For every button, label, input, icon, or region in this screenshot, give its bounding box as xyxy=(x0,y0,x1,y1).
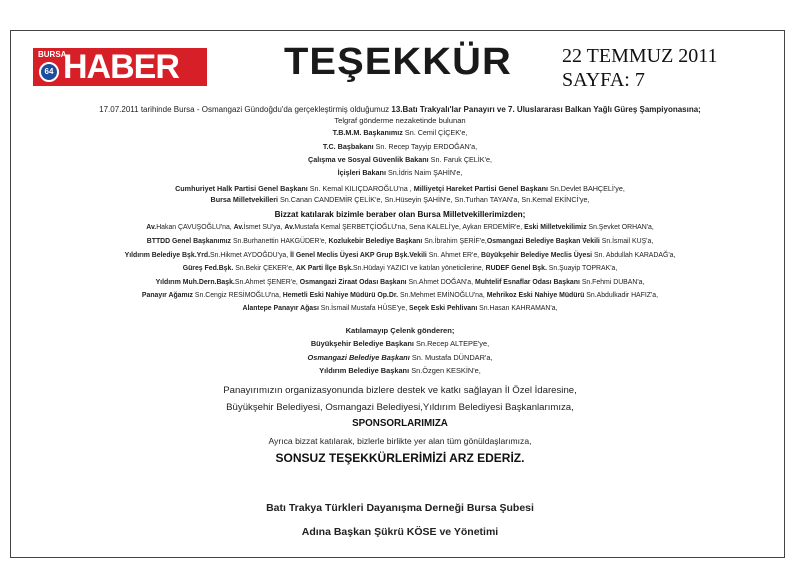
support-line-2: Büyükşehir Belediyesi, Osmangazi Belediyesi,Yıldırım Belediyesi Başkanlarımıza, xyxy=(226,402,574,413)
attend-header: Bizzat katılarak bizimle beraber olan Bursa Milletvekillerimizden; xyxy=(274,210,526,219)
telegraf-line: Telgraf gönderme nezaketinde bulunan xyxy=(334,116,466,125)
intro-event: 13.Batı Trakyalı'lar Panayırı ve 7. Uluslararası Balkan Yağlı Güreş Şampiyonasına; xyxy=(391,105,701,114)
attend-line-6: Panayır Ağamız Sn.Cengiz RESİMOĞLU'na, Hemetli Eski Nahiye Müdürü Op.Dr. Sn.Mehmet EMİNOĞLU'na, Mehrikoz Eski Nahiye Müdürü Sn.Abdulkadir HAFIZ'a, xyxy=(141,292,659,299)
signature-line-1: Batı Trakya Türkleri Dayanışma Derneği Bursa Şubesi xyxy=(266,502,534,514)
telegram-line-3: Çalışma ve Sosyal Güvenlik Bakanı Sn. Faruk ÇELİK'e, xyxy=(308,155,492,164)
bursa-haber-logo xyxy=(33,48,207,86)
date-block xyxy=(562,44,718,92)
telegram-line-1: T.B.M.M. Başkanımız Sn. Cemil ÇİÇEK'e, xyxy=(332,128,468,137)
attend-line-4: Güreş Fed.Bşk. Sn.Bekir ÇEKER'e, AK Parti İlçe Bşk.Sn.Hüdayi YAZICI ve katılan yöneticilerine, RUDEF Genel Bşk. Sn.Şuayip TOPRAK'a, xyxy=(182,265,618,272)
party-line-1: Cumhuriyet Halk Partisi Genel Başkanı Sn. Kemal KILIÇDAROĞLU'na , Milliyetçi Hareket Partisi Genel Başkanı Sn.Devlet BAHÇELİ'ye, xyxy=(175,184,625,193)
date-line: 22 TEMMUZ 2011 xyxy=(562,45,718,67)
attend-line-7: Alantepe Panayır Ağası Sn.İsmail Mustafa HÜSE'ye, Seçek Eski Pehlivanı Sn.Hasan KAHRAMAN'a, xyxy=(242,305,558,312)
telegram-line-2: T.C. Başbakanı Sn. Recep Tayyip ERDOĞAN'a, xyxy=(322,142,478,151)
support-line-1: Panayırımızın organizasyonunda bizlere destek ve katkı sağlayan İl Özel İdaresine, xyxy=(223,385,577,396)
sponsors-heading: SPONSORLARIMIZA xyxy=(352,418,448,429)
telegram-line-4: İçişleri Bakanı Sn.İdris Naim ŞAHİN'e, xyxy=(337,168,463,177)
volunteers-line: Ayrıca bizzat katılarak, bizlerle birlikte yer alan tüm gönüldaşlarımıza, xyxy=(268,436,532,446)
attend-line-5: Yıldırım Muh.Dern.Başk.Sn.Ahmet ŞENER'e, Osmangazi Ziraat Odası Başkanı Sn.Ahmet DOĞAN'a, Muhtelif Esnaflar Odası Başkanı Sn.Fehmi DUBAN'a, xyxy=(155,279,645,286)
attend-line-3: Yıldırım Belediye Bşk.Yrd.Sn.Hikmet AYDOĞDU'ya, İl Genel Meclis Üyesi AKP Grup Bşk.Vekili Sn. Ahmet ER'e, Büyükşehir Belediye Meclis Üyesi Sn. Abdullah KARADAĞ'a, xyxy=(124,252,676,259)
thanks-line: SONSUZ TEŞEKKÜRLERİMİZİ ARZ EDERİZ. xyxy=(275,451,525,465)
intro-text: 17.07.2011 tarihinde Bursa - Osmangazi Gündoğdu'da gerçekleştirmiş olduğumuz xyxy=(99,105,392,114)
attend-line-1: Av.Hakan ÇAVUŞOĞLU'na, Av.İsmet SU'ya, Av.Mustafa Kemal ŞERBETÇİOĞLU'na, Sena KALELİ'ye, Aykan ERDEMİR'e, Eski Milletvekilimiz Sn.Şevket ORHAN'a, xyxy=(146,224,654,231)
page-line: SAYFA: 7 xyxy=(562,69,645,91)
logo-name: HABER xyxy=(63,48,179,86)
intro-line xyxy=(0,105,800,114)
wreath-line-3: Yıldırım Belediye Başkanı Sn.Özgen KESKİN'e, xyxy=(319,366,481,375)
logo-badge: 64 xyxy=(39,62,59,82)
wreath-line-2: Osmangazi Belediye Başkanı Sn. Mustafa DÜNDAR'a, xyxy=(307,353,493,362)
signature-line-2: Adına Başkan Şükrü KÖSE ve Yönetimi xyxy=(301,526,499,538)
logo-small-text: BURSA xyxy=(38,50,67,59)
wreath-line-1: Büyükşehir Belediye Başkanı Sn.Recep ALTEPE'ye, xyxy=(310,339,490,348)
wreath-header: Katılamayıp Çelenk gönderen; xyxy=(345,326,455,335)
party-line-2: Bursa Milletvekilleri Sn.Canan CANDEMİR ÇELİK'e, Sn.Hüseyin ŞAHİN'e, Sn.Turhan TAYAN'a, Sn.Kemal EKİNCİ'ye, xyxy=(210,195,590,204)
attend-line-2: BTTDD Genel Başkanımız Sn.Burhanettin HAKGÜDER'e, Kozlukebir Belediye Başkanı Sn.İbrahim ŞERİF'e,Osmangazi Belediye Başkan Vekili Sn.İsmail KUŞ'a, xyxy=(146,238,654,245)
page-title: TEŞEKKÜR xyxy=(284,41,512,83)
